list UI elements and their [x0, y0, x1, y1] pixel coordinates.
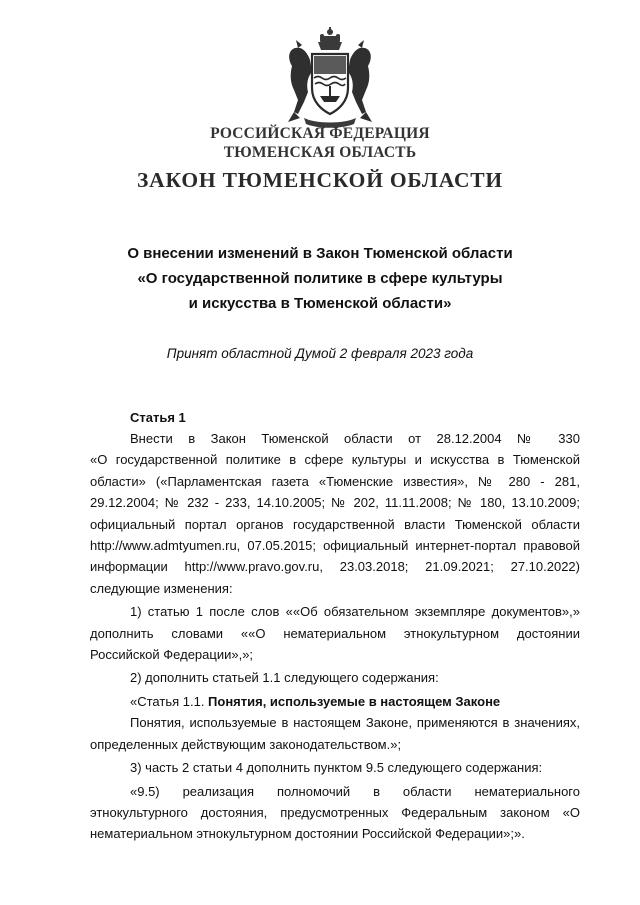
- law-title-line-2: «О государственной политике в сфере культуры: [137, 270, 503, 287]
- article-1-1-text: Понятия, используемые в настоящем Законе, применяются в значениях, определенных действующим законодательством.»;: [90, 715, 580, 752]
- item-2-text: 2) дополнить статьей 1.1 следующего содержания:: [130, 670, 439, 686]
- article-1-1-heading: [90, 691, 580, 712]
- item-1-text: дополнить словами ««О нематериальном этнокультурном достоянии Российской Федерации»,»;: [90, 625, 580, 663]
- item-3-text: 3) часть 2 статьи 4 дополнить пунктом 9.5 следующего содержания:: [130, 760, 543, 776]
- adoption-date-line: Принят областной Думой 2 февраля 2023 года: [166, 346, 474, 361]
- article-body: [90, 428, 580, 845]
- law-title: [0, 241, 640, 316]
- article-1-1-title: Понятия, используемые в настоящем Законе: [208, 693, 501, 709]
- country-heading: РОССИЙСКАЯ ФЕДЕРАЦИЯ: [210, 125, 430, 142]
- article-heading: Статья 1: [130, 410, 186, 425]
- law-title-line-1: О внесении изменений в Закон Тюменской области: [127, 245, 513, 262]
- tyumen-coat-of-arms-icon: [282, 26, 378, 130]
- item-1-first-line: 1) статью 1 после слов ««Об обязательном экземпляре документов»,»: [130, 604, 580, 620]
- article-intro-first-line: Внести в Закон Тюменской области от 28.12.2004 № 330: [130, 431, 580, 446]
- region-heading: ТЮМЕНСКАЯ ОБЛАСТЬ: [223, 144, 417, 161]
- law-title-line-3: и искусства в Тюменской области»: [188, 295, 452, 312]
- item-3-quote: «9.5) реализация полномочий в области нематериального этнокультурного достояния, предусмотренных Федеральным законом «О нематериальном этнокультурном достоянии Российской Федерации»;».: [90, 783, 580, 842]
- document-type-heading: ЗАКОН ТЮМЕНСКОЙ ОБЛАСТИ: [137, 168, 503, 192]
- article-intro-text: «О государственной политике в сфере культуры и искусства в Тюменской области» («Парламентская газета «Тюменские известия», № 280 - 281, 29.12.2004; № 232 - 233, 14.10.2005; № 202, 11.11.2008; № 180, 13.10.2009; официальный портал органов государственной власти Тюменской области http://www.admtyumen.ru, 07.05.2015; официальный интернет-портал правовой информации http://www.pravo.gov.ru, 23.03.2018; 21.09.2021; 27.10.2022) следующие изменения:: [90, 452, 580, 596]
- article-1-1-prefix: «Статья 1.1.: [130, 693, 209, 709]
